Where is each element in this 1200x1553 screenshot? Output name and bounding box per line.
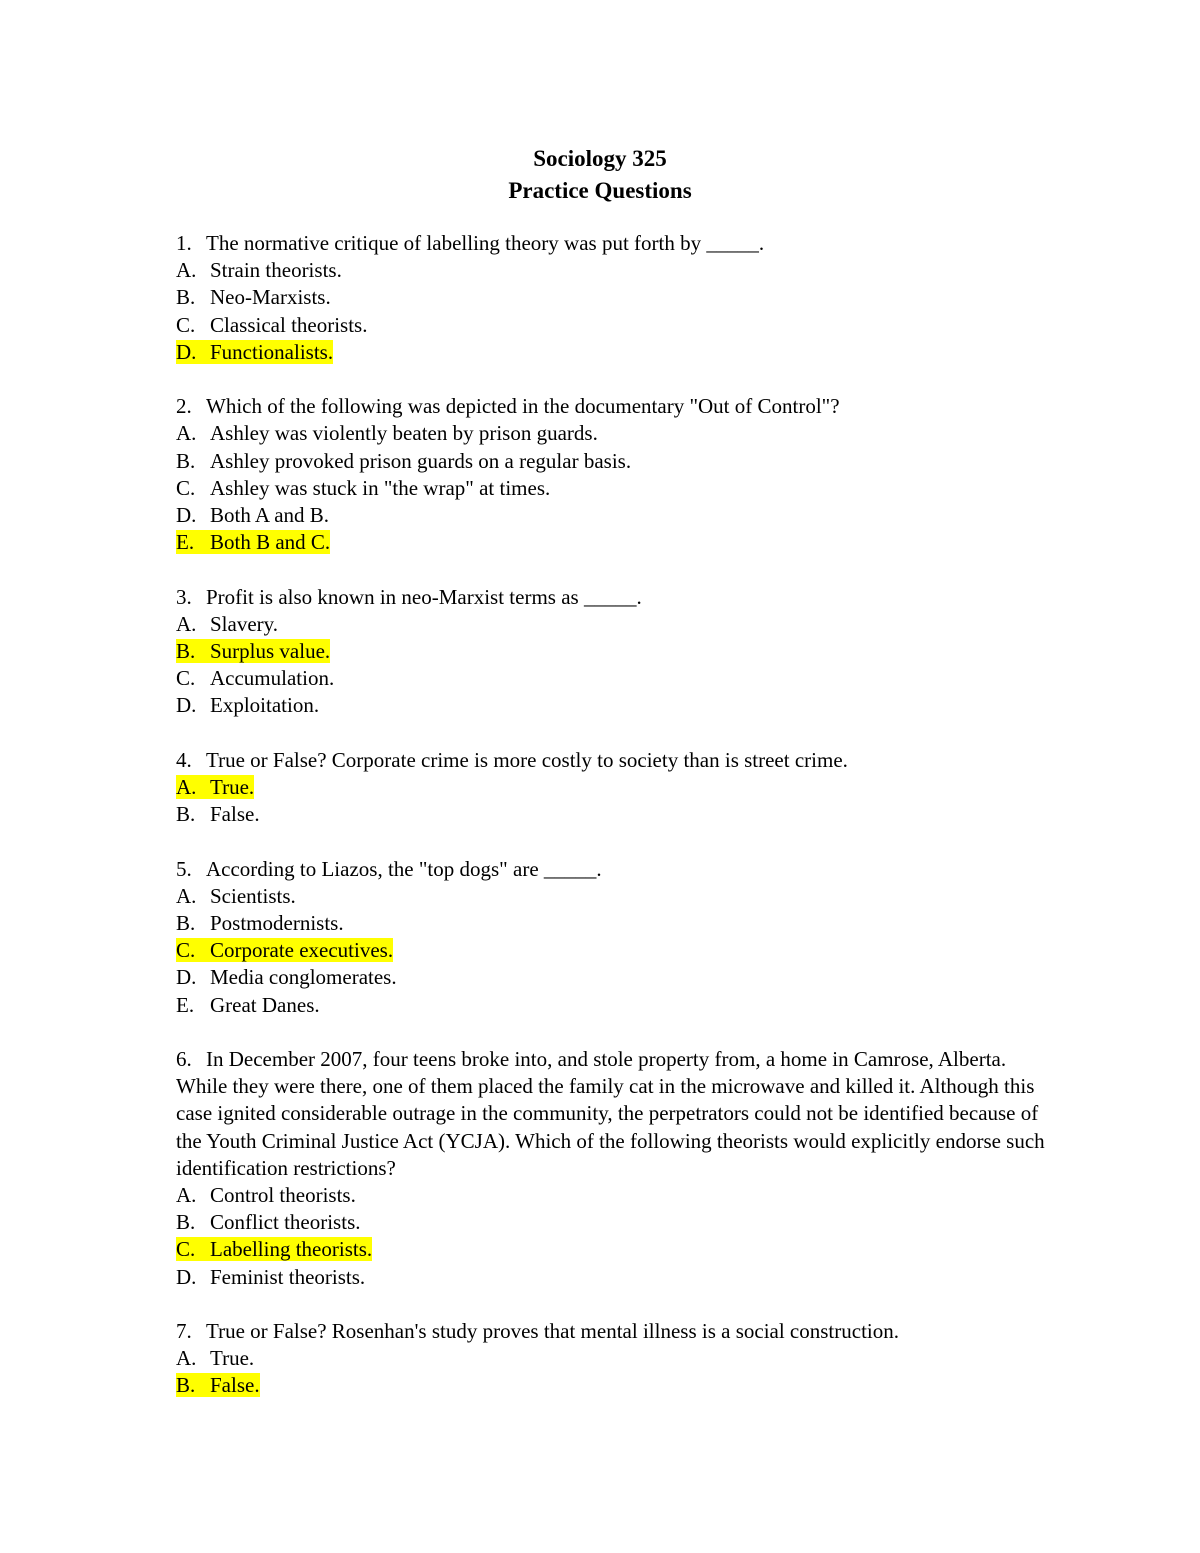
option-letter: C.	[176, 475, 196, 500]
answer-option	[176, 1345, 1046, 1372]
question-stem	[176, 747, 1046, 774]
option-text: False.	[210, 1373, 260, 1398]
question-6	[176, 1046, 1046, 1291]
option-letter: A.	[176, 421, 197, 446]
document-title: Sociology 325	[533, 146, 667, 171]
answer-highlight	[176, 340, 333, 364]
question-number: 5.	[176, 856, 192, 881]
answer-text-wrap	[176, 421, 598, 445]
question-2	[176, 393, 1046, 556]
question-stem	[176, 856, 1046, 883]
option-text: Strain theorists.	[210, 258, 342, 283]
answer-option	[176, 448, 1046, 475]
answer-text-wrap	[176, 258, 342, 282]
question-text: Profit is also known in neo-Marxist terms as _____.	[206, 584, 642, 609]
answer-option	[176, 910, 1046, 937]
option-letter: C.	[176, 312, 196, 337]
answer-highlight	[176, 530, 330, 554]
question-text: True or False? Corporate crime is more costly to society than is street crime.	[206, 747, 848, 772]
option-text: Functionalists.	[210, 339, 334, 364]
option-letter: B.	[176, 1373, 196, 1398]
answer-option-correct	[176, 529, 1046, 556]
answer-text-wrap	[176, 1265, 365, 1289]
option-letter: A.	[176, 611, 197, 636]
option-letter: B.	[176, 639, 196, 664]
answer-option	[176, 992, 1046, 1019]
answer-text-wrap	[176, 1210, 361, 1234]
option-text: Both B and C.	[210, 530, 331, 555]
answer-option-correct	[176, 638, 1046, 665]
option-letter: E.	[176, 992, 195, 1017]
answer-text-wrap	[176, 1346, 254, 1370]
question-list	[176, 230, 1046, 1427]
question-number: 1.	[176, 231, 192, 255]
question-stem	[176, 584, 1046, 611]
answer-text-wrap	[176, 693, 319, 717]
answer-option	[176, 611, 1046, 638]
option-text: Ashley was stuck in "the wrap" at times.	[210, 475, 551, 500]
question-1	[176, 230, 1046, 366]
answer-highlight	[176, 938, 393, 962]
answer-option	[176, 883, 1046, 910]
option-text: Scientists.	[210, 883, 296, 908]
answer-text-wrap	[176, 503, 329, 527]
option-letter: E.	[176, 530, 195, 555]
answer-option	[176, 1264, 1046, 1291]
question-7	[176, 1318, 1046, 1400]
answer-option-correct	[176, 1236, 1046, 1263]
answer-option	[176, 284, 1046, 311]
answer-highlight	[176, 775, 254, 799]
option-letter: B.	[176, 285, 196, 310]
option-text: Classical theorists.	[210, 312, 368, 337]
answer-highlight	[176, 639, 330, 663]
question-number: 7.	[176, 1319, 192, 1344]
answer-option-correct	[176, 339, 1046, 366]
option-text: True.	[210, 775, 255, 800]
question-number: 6.	[176, 1047, 192, 1072]
question-text: Which of the following was depicted in the documentary "Out of Control"?	[206, 394, 840, 419]
answer-text-wrap	[176, 884, 296, 908]
option-letter: B.	[176, 448, 196, 473]
option-letter: A.	[176, 775, 197, 800]
question-text: According to Liazos, the "top dogs" are _____.	[206, 856, 602, 881]
answer-text-wrap	[176, 911, 344, 935]
answer-option-correct	[176, 774, 1046, 801]
answer-option	[176, 502, 1046, 529]
question-text: The normative critique of labelling theory was put forth by _____.	[206, 231, 765, 255]
option-text: Postmodernists.	[210, 911, 344, 936]
answer-option	[176, 257, 1046, 284]
answer-option	[176, 964, 1046, 991]
answer-text-wrap	[176, 666, 334, 690]
question-number: 4.	[176, 747, 192, 772]
option-letter: A.	[176, 1183, 197, 1208]
option-letter: D.	[176, 965, 197, 990]
answer-option	[176, 475, 1046, 502]
option-letter: D.	[176, 1264, 197, 1289]
option-letter: A.	[176, 1346, 197, 1371]
option-letter: B.	[176, 802, 196, 827]
option-text: Feminist theorists.	[210, 1264, 366, 1289]
option-letter: D.	[176, 339, 197, 364]
answer-text-wrap	[176, 612, 278, 636]
question-text: True or False? Rosenhan's study proves that mental illness is a social construction.	[206, 1319, 899, 1344]
question-5	[176, 856, 1046, 1019]
answer-option	[176, 665, 1046, 692]
question-number: 3.	[176, 584, 192, 609]
question-number: 2.	[176, 394, 192, 419]
answer-option	[176, 1182, 1046, 1209]
option-text: Exploitation.	[210, 693, 320, 718]
option-text: Both A and B.	[210, 503, 330, 528]
answer-text-wrap	[176, 285, 331, 309]
option-text: Great Danes.	[210, 992, 320, 1017]
answer-option	[176, 420, 1046, 447]
answer-option-correct	[176, 1372, 1046, 1399]
option-text: Surplus value.	[210, 639, 331, 664]
option-letter: B.	[176, 1210, 196, 1235]
option-letter: D.	[176, 693, 197, 718]
option-letter: C.	[176, 666, 196, 691]
answer-option	[176, 801, 1046, 828]
option-text: Control theorists.	[210, 1183, 356, 1208]
option-text: False.	[210, 802, 260, 827]
option-text: Ashley provoked prison guards on a regular basis.	[210, 448, 632, 473]
question-4	[176, 747, 1046, 829]
option-letter: A.	[176, 258, 197, 283]
document-subtitle: Practice Questions	[508, 178, 692, 203]
answer-text-wrap	[176, 993, 320, 1017]
option-text: Ashley was violently beaten by prison guards.	[210, 421, 598, 446]
answer-highlight	[176, 1373, 260, 1397]
question-stem	[176, 1046, 1046, 1182]
option-text: Media conglomerates.	[210, 965, 397, 990]
answer-option	[176, 312, 1046, 339]
answer-text-wrap	[176, 1183, 356, 1207]
question-text: In December 2007, four teens broke into, and stole property from, a home in Camrose, Alberta. While they were there, one of them placed the family cat in the microwave and killed it. Although this case ignited considerable outrage in the community, the perpetrators could not be identified because of the Youth Criminal Justice Act (YCJA). Which of the following theorists would explicitly endorse such identification restrictions?	[176, 1047, 1045, 1180]
question-stem	[176, 230, 1046, 257]
answer-highlight	[176, 1237, 372, 1261]
title-block	[0, 143, 1200, 207]
answer-text-wrap	[176, 802, 260, 826]
option-letter: A.	[176, 883, 197, 908]
option-text: Slavery.	[210, 611, 279, 636]
answer-option-correct	[176, 937, 1046, 964]
option-letter: D.	[176, 503, 197, 528]
answer-text-wrap	[176, 449, 631, 473]
answer-text-wrap	[176, 965, 397, 989]
question-3	[176, 584, 1046, 720]
answer-text-wrap	[176, 476, 550, 500]
option-text: Accumulation.	[210, 666, 335, 691]
option-text: True.	[210, 1346, 255, 1371]
answer-option	[176, 1209, 1046, 1236]
question-stem	[176, 1318, 1046, 1345]
option-letter: C.	[176, 1237, 196, 1262]
question-stem	[176, 393, 1046, 420]
option-text: Conflict theorists.	[210, 1210, 361, 1235]
option-text: Neo-Marxists.	[210, 285, 331, 310]
answer-option	[176, 692, 1046, 719]
option-text: Corporate executives.	[210, 938, 394, 963]
option-letter: B.	[176, 911, 196, 936]
option-letter: C.	[176, 938, 196, 963]
answer-text-wrap	[176, 313, 367, 337]
option-text: Labelling theorists.	[210, 1237, 373, 1262]
